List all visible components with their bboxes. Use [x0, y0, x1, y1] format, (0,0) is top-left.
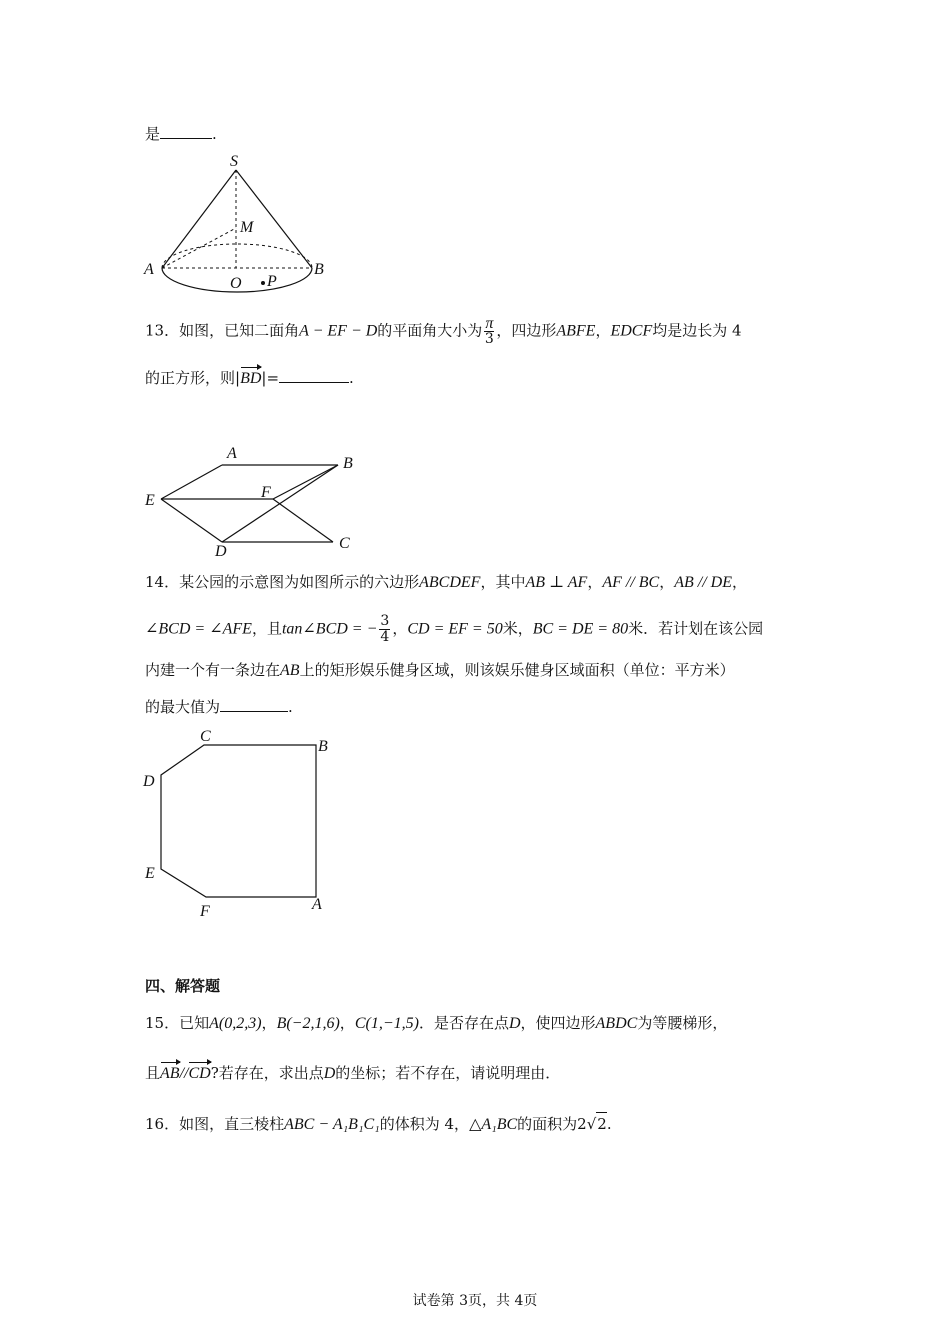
- fraction: $\frac{\pi}{3}$: [484, 315, 494, 347]
- point-p-dot: [261, 281, 265, 285]
- q13-line2: 的正方形，则|BD|= .: [145, 366, 354, 390]
- q16-line1: 16．如图，直三棱柱ABC − A₁B₁C₁的体积为 4，△A₁BC的面积为2√2.: [145, 1112, 612, 1136]
- q15-line2: 且AB//CD?若存在，求出点D的坐标；若不存在，请说明理由．: [145, 1062, 560, 1085]
- label-b: B: [318, 738, 328, 755]
- vector-bd: BD: [240, 368, 261, 390]
- q12-answer-line: 是 .: [145, 122, 217, 145]
- sqrt-sign: √: [586, 1115, 597, 1133]
- label-c: C: [200, 728, 211, 745]
- q14-line1: 14．某公园的示意图为如图所示的六边形ABCDEF，其中AB ⊥ AF，AF // BC，AB // DE，: [145, 573, 748, 591]
- q14-line2: ∠BCD = ∠AFE，且tan∠BCD = − $\frac{3}{4}$ ，CD = EF = 50米，BC = DE = 80米．若计划在该公园: [145, 613, 764, 645]
- label-f: F: [261, 484, 271, 501]
- label-f: F: [200, 903, 210, 920]
- page-footer: 试卷第 3页，共 4页: [412, 1293, 538, 1309]
- label-m: M: [240, 219, 254, 236]
- label-c: C: [339, 535, 350, 552]
- label-e: E: [145, 865, 155, 882]
- hexagon-figure: [140, 725, 350, 925]
- q15-line1: 15．已知A(0,2,3)，B(−2,1,6)，C(1,−1,5)．是否存在点D，使四边形ABDC为等腰梯形，: [145, 1014, 728, 1032]
- label-p: P: [267, 273, 277, 290]
- answer-blank: [160, 122, 212, 139]
- label-a: A: [227, 445, 237, 462]
- label-a: A: [312, 896, 322, 913]
- vector-cd: CD: [188, 1063, 210, 1085]
- section-heading: 四、解答题: [145, 977, 221, 995]
- label-e: E: [145, 492, 155, 509]
- answer-blank: [220, 695, 288, 712]
- dihedral-figure: [140, 440, 370, 560]
- label-d: D: [143, 773, 155, 790]
- q14-line3: 内建一个有一条边在AB上的矩形娱乐健身区域，则该娱乐健身区域面积（单位：平方米）: [145, 661, 735, 679]
- q14-line4: 的最大值为 .: [145, 695, 293, 718]
- answer-blank: [279, 366, 349, 383]
- cone-figure: [140, 150, 340, 290]
- vector-ab: AB: [160, 1063, 180, 1085]
- label-b: B: [343, 455, 353, 472]
- label-s: S: [230, 153, 238, 170]
- label-b: B: [314, 261, 324, 278]
- fraction: $\frac{3}{4}$: [380, 613, 390, 645]
- q13-line1: 13．如图，已知二面角A − EF − D的平面角大小为 $\frac{\pi}{3}$ ，四边形ABFE，EDCF均是边长为 4: [145, 315, 742, 347]
- label-a: A: [144, 261, 154, 278]
- label-d: D: [215, 543, 227, 560]
- label-o: O: [230, 275, 242, 292]
